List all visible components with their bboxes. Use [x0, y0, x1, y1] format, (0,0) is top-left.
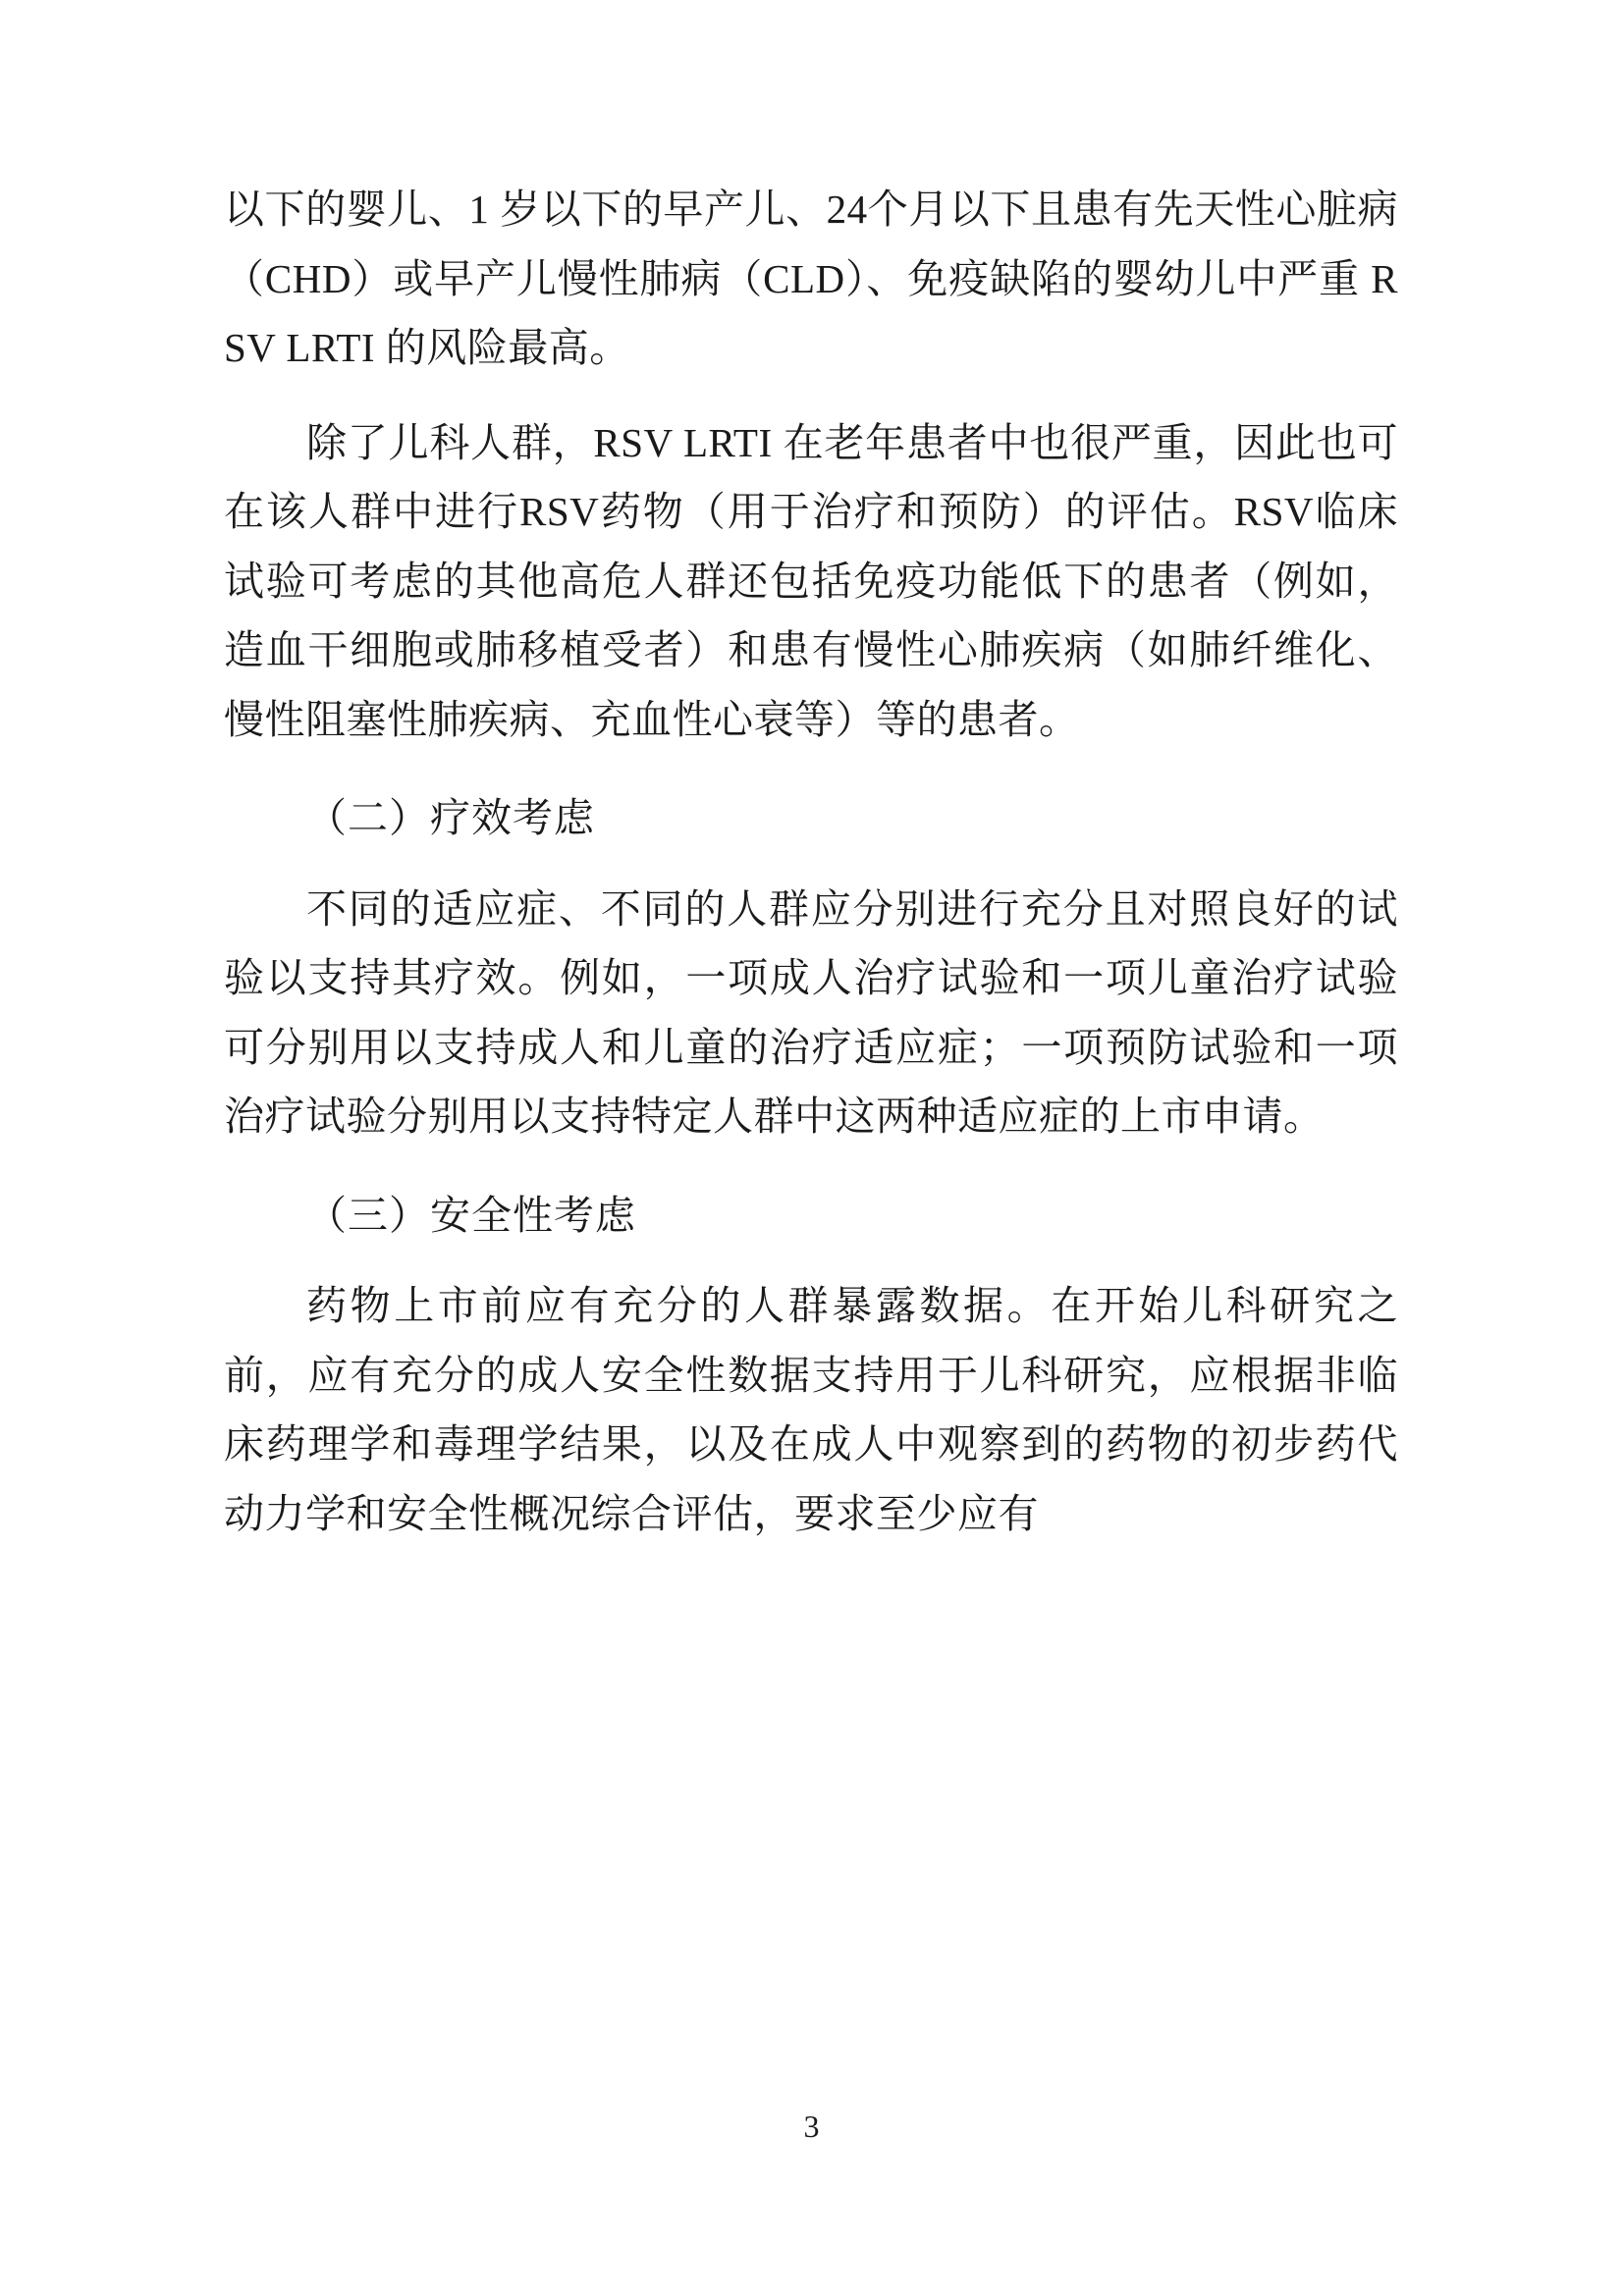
paragraph: 以下的婴儿、1 岁以下的早产儿、24个月以下且患有先天性心脏病（CHD）或早产儿慢性肺病（CLD）、免疫缺陷的婴幼儿中严重 RSV LRTI 的风险最高。 — [224, 187, 1398, 371]
paragraph: 不同的适应症、不同的人群应分别进行充分且对照良好的试验以支持其疗效。例如，一项成人治疗试验和一项儿童治疗试验可分别用以支持成人和儿童的治疗适应症；一项预防试验和一项治疗试验分别用以支持特定人群中这两种适应症的上市申请。 — [224, 885, 1398, 1140]
page-number: 3 — [803, 2109, 820, 2144]
section-heading: （三）安全性考虑 — [306, 1191, 636, 1239]
paragraph: 药物上市前应有充分的人群暴露数据。在开始儿科研究之前，应有充分的成人安全性数据支持用于儿科研究，应根据非临床药理学和毒理学结果，以及在成人中观察到的药物的初步药代动力学和安全性概况综合评估，要求至少应有 — [224, 1283, 1398, 1536]
section-heading: （二）疗效考虑 — [306, 794, 595, 842]
paragraph: 除了儿科人群，RSV LRTI 在老年患者中也很严重，因此也可在该人群中进行RSV药物（用于治疗和预防）的评估。RSV临床试验可考虑的其他高危人群还包括免疫功能低下的患者（例如，造血干细胞或肺移植受者）和患有慢性心肺疾病（如肺纤维化、慢性阻塞性肺疾病、充血性心衰等）等的患者。 — [224, 419, 1398, 742]
page-content — [224, 175, 1398, 1548]
